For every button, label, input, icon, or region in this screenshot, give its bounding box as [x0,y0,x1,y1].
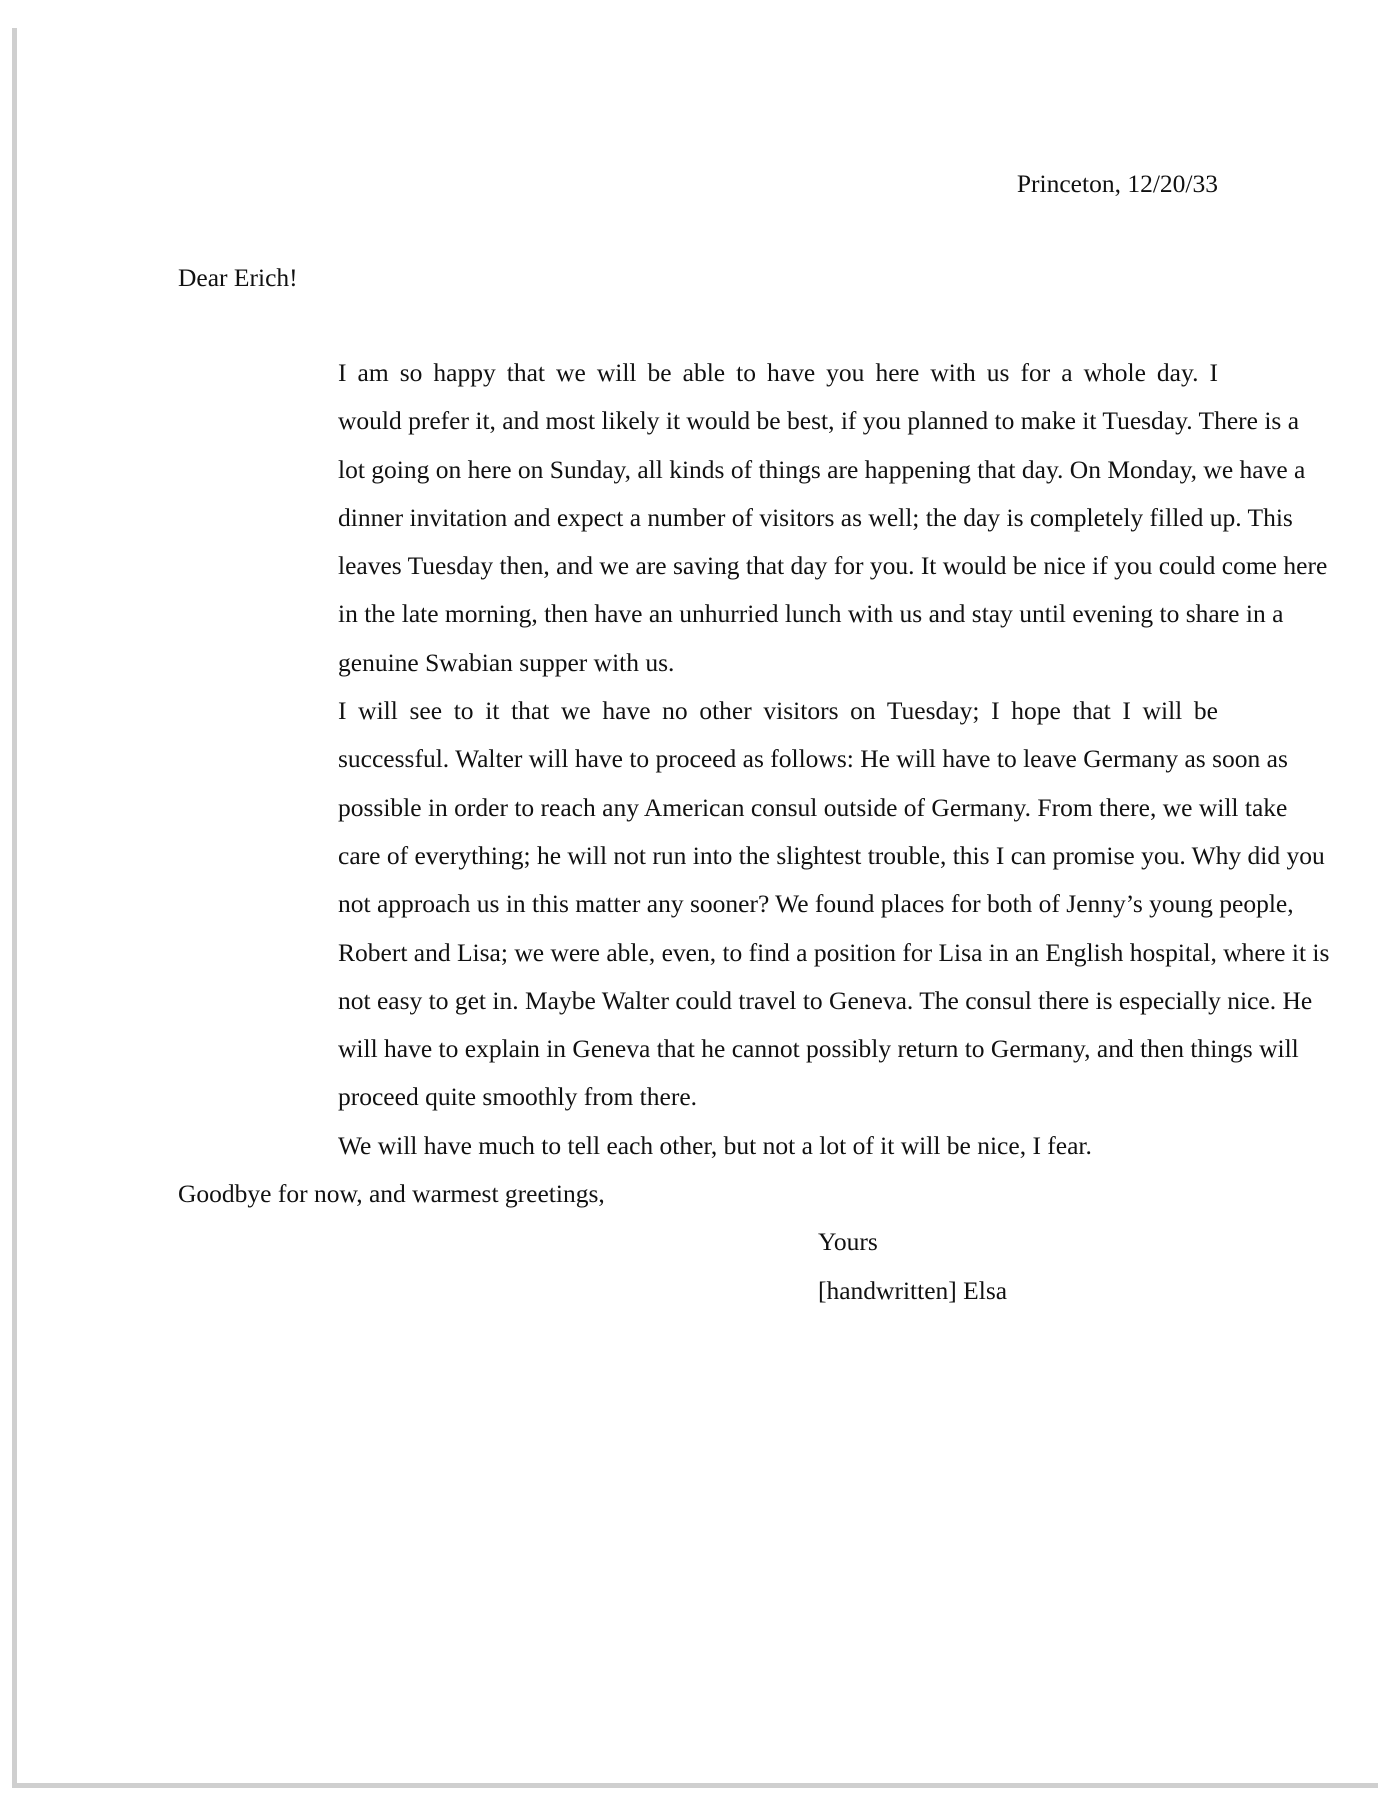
paragraph-line: lot going on here on Sunday, all kinds of things are happening that day. On Monday, we have a [338,454,1306,484]
paragraph-line: We will have much to tell each other, but not a lot of it will be nice, I fear. [338,1130,1092,1160]
paragraph-2 [178,687,1330,1122]
paragraph-line: proceed quite smoothly from there. [338,1082,698,1112]
paragraph-line: genuine Swabian supper with us. [338,647,675,677]
paragraph-line: dinner invitation and expect a number of visitors as well; the day is completely filled up. This [338,502,1293,532]
signature-block [818,1218,1218,1315]
paragraph-3 [178,1122,1218,1219]
salutation: Dear Erich! [178,263,298,292]
dateline: Princeton, 12/20/33 [1016,169,1218,198]
paragraph-line: not easy to get in. Maybe Walter could travel to Geneva. The consul there is especially nice. He [338,985,1313,1015]
letter-body [178,160,1330,1315]
paragraph-line: leaves Tuesday then, and we are saving that day for you. It would be nice if you could come here [338,551,1328,581]
paragraph-line: Robert and Lisa; we were able, even, to find a position for Lisa in an English hospital, where it is [338,937,1330,967]
page-edge-left [12,28,17,1788]
paragraph-line: Goodbye for now, and warmest greetings, [178,1179,605,1209]
paragraph-line: not approach us in this matter any sooner? We found places for both of Jenny’s young people, [338,889,1294,919]
paragraph-line: possible in order to reach any American consul outside of Germany. From there, we will take [338,792,1288,822]
page-edge-bottom [12,1783,1378,1788]
paragraph-line: would prefer it, and most likely it would be best, if you planned to make it Tuesday. There is a [338,406,1300,436]
paragraph-line: in the late morning, then have an unhurried lunch with us and stay until evening to share in a [338,599,1284,629]
paragraph-1 [178,349,1328,687]
signature: [handwritten] Elsa [818,1275,1008,1305]
paragraph-line: care of everything; he will not run into the slightest trouble, this I can promise you. Why did you [338,840,1325,870]
paragraph-line: I will see to it that we have no other visitors on Tuesday; I hope that I will be [338,696,1218,726]
paragraph-line: will have to explain in Geneva that he cannot possibly return to Germany, and then things will [338,1034,1299,1064]
paragraph-line: successful. Walter will have to proceed as follows: He will have to leave Germany as soon as [338,744,1288,774]
letter-paragraphs [178,349,1330,1218]
paragraph-line: I am so happy that we will be able to have you here with us for a whole day. I [338,358,1218,387]
closing: Yours [818,1227,878,1257]
